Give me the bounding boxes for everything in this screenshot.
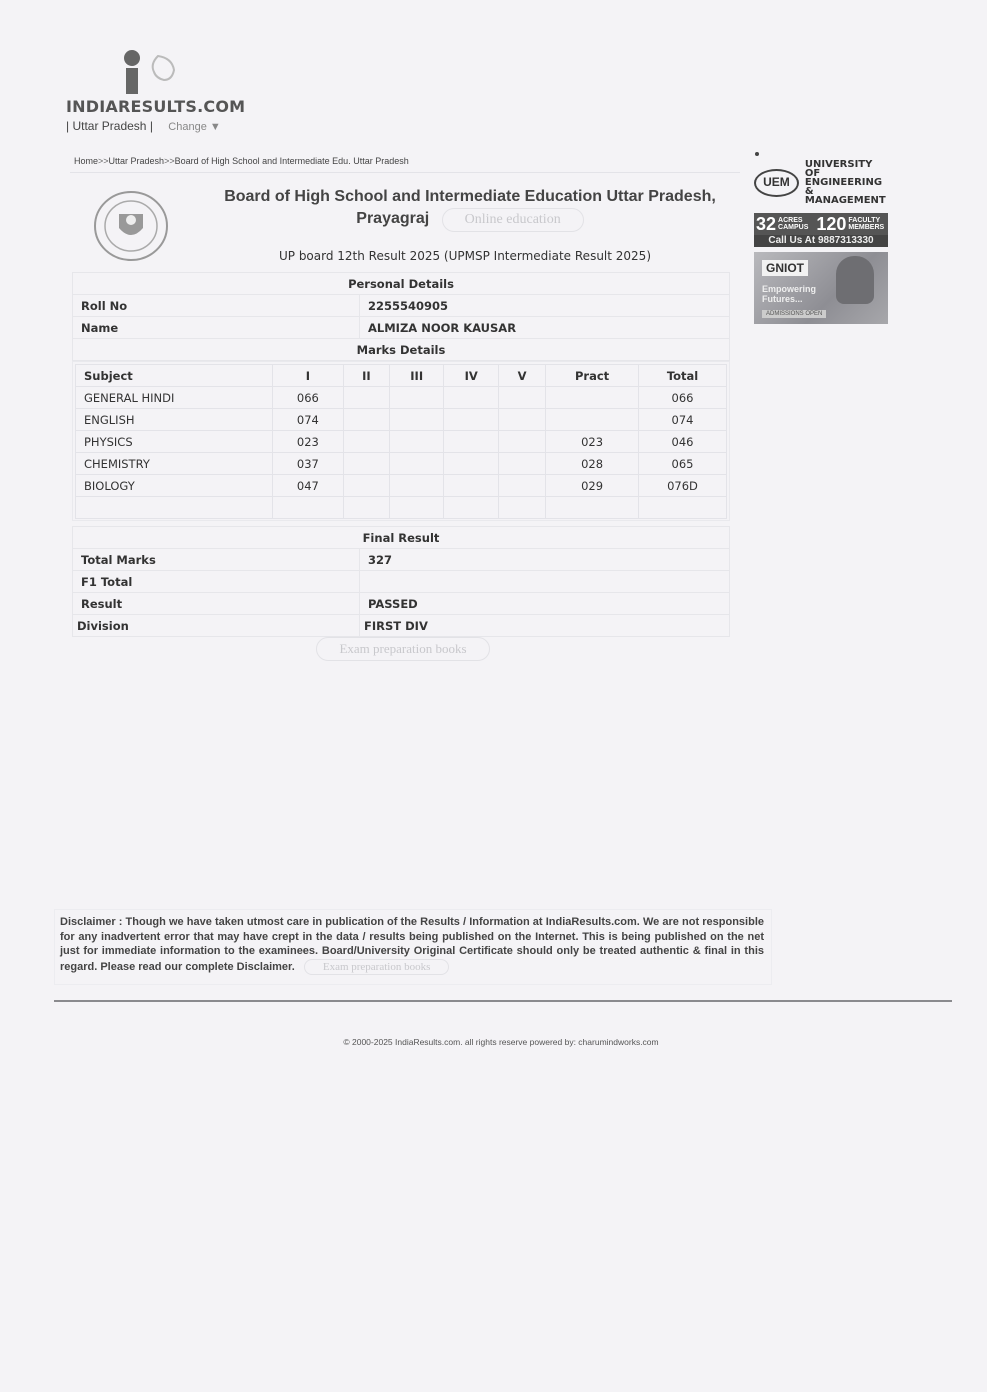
- uem-logo-icon: UEM: [754, 169, 799, 197]
- footer-divider: [54, 1000, 952, 1002]
- result-label: Result: [73, 593, 360, 615]
- col-total: Total: [639, 365, 727, 387]
- result-value: PASSED: [360, 593, 730, 615]
- col-i: I: [273, 365, 344, 387]
- table-row: [76, 431, 727, 453]
- name-label: Name: [73, 317, 360, 339]
- disclaimer-text: Disclaimer : Though we have taken utmost care in publication of the Results / Information at IndiaResults.com. We are not responsible for any inadvertent error that may have crept in the data / results being published on the Internet. This is being published on the net just for immediate information to the examinees. Board/University Original Certificate should only be treated authentic & final in this regard. Please read our complete Disclaimer.: [60, 916, 764, 973]
- exam-preparation-link[interactable]: Exam preparation books: [316, 637, 490, 661]
- col-ii: II: [343, 365, 389, 387]
- total-cell: 076D: [639, 475, 727, 497]
- gniot-tagline: [762, 284, 816, 304]
- breadcrumb-separator: >>: [164, 156, 175, 166]
- mark-cell: [499, 497, 546, 519]
- gniot-logo: GNIOT: [762, 260, 808, 276]
- mark-cell: [343, 475, 389, 497]
- col-iii: III: [390, 365, 444, 387]
- total-cell: 046: [639, 431, 727, 453]
- mark-cell: 074: [273, 409, 344, 431]
- mark-cell: [499, 409, 546, 431]
- uem-acres-label: ACRES: [778, 217, 803, 224]
- table-row: [73, 593, 730, 615]
- mark-cell: [444, 453, 499, 475]
- mark-cell: [444, 475, 499, 497]
- divider: [70, 172, 740, 173]
- mark-cell: [390, 431, 444, 453]
- pract-cell: [546, 387, 639, 409]
- mark-cell: [390, 475, 444, 497]
- final-result-table: [72, 526, 730, 637]
- mark-cell: 047: [273, 475, 344, 497]
- f1-total-value: [360, 571, 730, 593]
- breadcrumb: [74, 156, 409, 166]
- total-marks-label: Total Marks: [73, 549, 360, 571]
- pract-cell: [546, 497, 639, 519]
- board-title-line1: Board of High School and Intermediate Education Uttar Pradesh,: [224, 188, 716, 205]
- mark-cell: [343, 431, 389, 453]
- gniot-tagline-line: Empowering: [762, 284, 817, 294]
- col-v: V: [499, 365, 546, 387]
- table-row: [76, 409, 727, 431]
- mark-cell: [343, 409, 389, 431]
- table-row: [73, 295, 730, 317]
- site-logo-text[interactable]: INDIARESULTS.COM: [66, 97, 246, 116]
- bullet-icon: [755, 152, 759, 156]
- total-marks-value: 327: [360, 549, 730, 571]
- disclaimer-exam-link[interactable]: Exam preparation books: [304, 959, 450, 976]
- mark-cell: [390, 497, 444, 519]
- online-education-link[interactable]: Online education: [442, 208, 584, 232]
- name-value: ALMIZA NOOR KAUSAR: [360, 317, 730, 339]
- board-title: [190, 186, 750, 232]
- table-row: [76, 497, 727, 519]
- total-cell: 065: [639, 453, 727, 475]
- mark-cell: [273, 497, 344, 519]
- uem-name-line: UNIVERSITY OF: [804, 159, 873, 179]
- division-value: FIRST DIV: [360, 615, 730, 637]
- roll-no-label: Roll No: [73, 295, 360, 317]
- subject-cell: ENGLISH: [76, 409, 273, 431]
- mark-cell: [444, 497, 499, 519]
- marks-header-row: [76, 365, 727, 387]
- uem-acres-label: CAMPUS: [778, 224, 809, 231]
- breadcrumb-home[interactable]: Home: [74, 156, 99, 166]
- change-state-link[interactable]: Change ▼: [168, 121, 221, 133]
- pract-cell: 029: [546, 475, 639, 497]
- result-title: UP board 12th Result 2025 (UPMSP Intermediate Result 2025): [278, 249, 651, 263]
- personal-details-heading: Personal Details: [73, 273, 730, 295]
- mark-cell: [390, 387, 444, 409]
- final-result-heading: Final Result: [73, 527, 730, 549]
- mark-cell: 023: [273, 431, 344, 453]
- mark-cell: 037: [273, 453, 344, 475]
- subject-cell: [76, 497, 273, 519]
- subject-cell: PHYSICS: [76, 431, 273, 453]
- mark-cell: [343, 497, 389, 519]
- personal-details-table: [72, 272, 730, 361]
- subject-cell: BIOLOGY: [76, 475, 273, 497]
- total-cell: 066: [639, 387, 727, 409]
- uem-stats: [754, 213, 888, 235]
- mark-cell: [444, 409, 499, 431]
- division-label: Division: [73, 615, 360, 637]
- uem-name-line: MANAGEMENT: [804, 195, 886, 206]
- table-row: [73, 615, 730, 637]
- table-row: [76, 475, 727, 497]
- roll-no-value: 2255540905: [360, 295, 730, 317]
- table-row: [73, 317, 730, 339]
- col-subject: Subject: [76, 365, 273, 387]
- col-pract: Pract: [546, 365, 639, 387]
- gniot-ad-banner[interactable]: [754, 252, 888, 324]
- mark-cell: 066: [273, 387, 344, 409]
- state-selector: [66, 119, 221, 133]
- uem-ad-banner[interactable]: [754, 159, 888, 246]
- pract-cell: [546, 409, 639, 431]
- total-cell: [639, 497, 727, 519]
- gniot-admissions-button[interactable]: ADMISSIONS OPEN: [762, 310, 826, 318]
- pract-cell: 028: [546, 453, 639, 475]
- mark-cell: [499, 475, 546, 497]
- subject-cell: CHEMISTRY: [76, 453, 273, 475]
- breadcrumb-state[interactable]: Uttar Pradesh: [108, 156, 165, 166]
- f1-total-label: F1 Total: [73, 571, 360, 593]
- total-cell: 074: [639, 409, 727, 431]
- state-label: | Uttar Pradesh |: [66, 119, 153, 133]
- board-title-line2: Prayagraj: [356, 210, 430, 227]
- uem-name-line: ENGINEERING &: [804, 177, 883, 197]
- gniot-tagline-line: Futures...: [762, 294, 803, 304]
- table-row: [73, 549, 730, 571]
- marks-details-heading: Marks Details: [73, 339, 730, 361]
- indiaresults-logo-icon[interactable]: [118, 48, 178, 96]
- table-row: [76, 453, 727, 475]
- mark-cell: [343, 387, 389, 409]
- breadcrumb-separator: >>: [98, 156, 109, 166]
- table-row: [73, 571, 730, 593]
- mark-cell: [499, 453, 546, 475]
- mark-cell: [390, 453, 444, 475]
- pract-cell: 023: [546, 431, 639, 453]
- mark-cell: [444, 431, 499, 453]
- uem-faculty-label: FACULTY: [848, 217, 881, 224]
- breadcrumb-board: Board of High School and Intermediate Edu. Uttar Pradesh: [174, 156, 409, 166]
- mark-cell: [444, 387, 499, 409]
- mark-cell: [390, 409, 444, 431]
- subject-cell: GENERAL HINDI: [76, 387, 273, 409]
- col-iv: IV: [444, 365, 499, 387]
- uem-faculty-number: 120: [816, 213, 847, 234]
- marks-table: [75, 364, 727, 519]
- person-photo-icon: [836, 256, 874, 304]
- mark-cell: [343, 453, 389, 475]
- board-seal-icon: [92, 190, 170, 262]
- bullet-icon: [755, 242, 759, 246]
- disclaimer: [60, 915, 764, 975]
- uem-call-text: Call Us At 9887313330: [754, 235, 888, 247]
- uem-acres-number: 32: [756, 213, 777, 234]
- uem-faculty-label: MEMBERS: [848, 224, 885, 231]
- footer-copyright: © 2000-2025 IndiaResults.com. all rights reserve powered by: charumindworks.com: [343, 1037, 659, 1047]
- table-row: [76, 387, 727, 409]
- mark-cell: [499, 387, 546, 409]
- uem-name: [805, 160, 888, 205]
- mark-cell: [499, 431, 546, 453]
